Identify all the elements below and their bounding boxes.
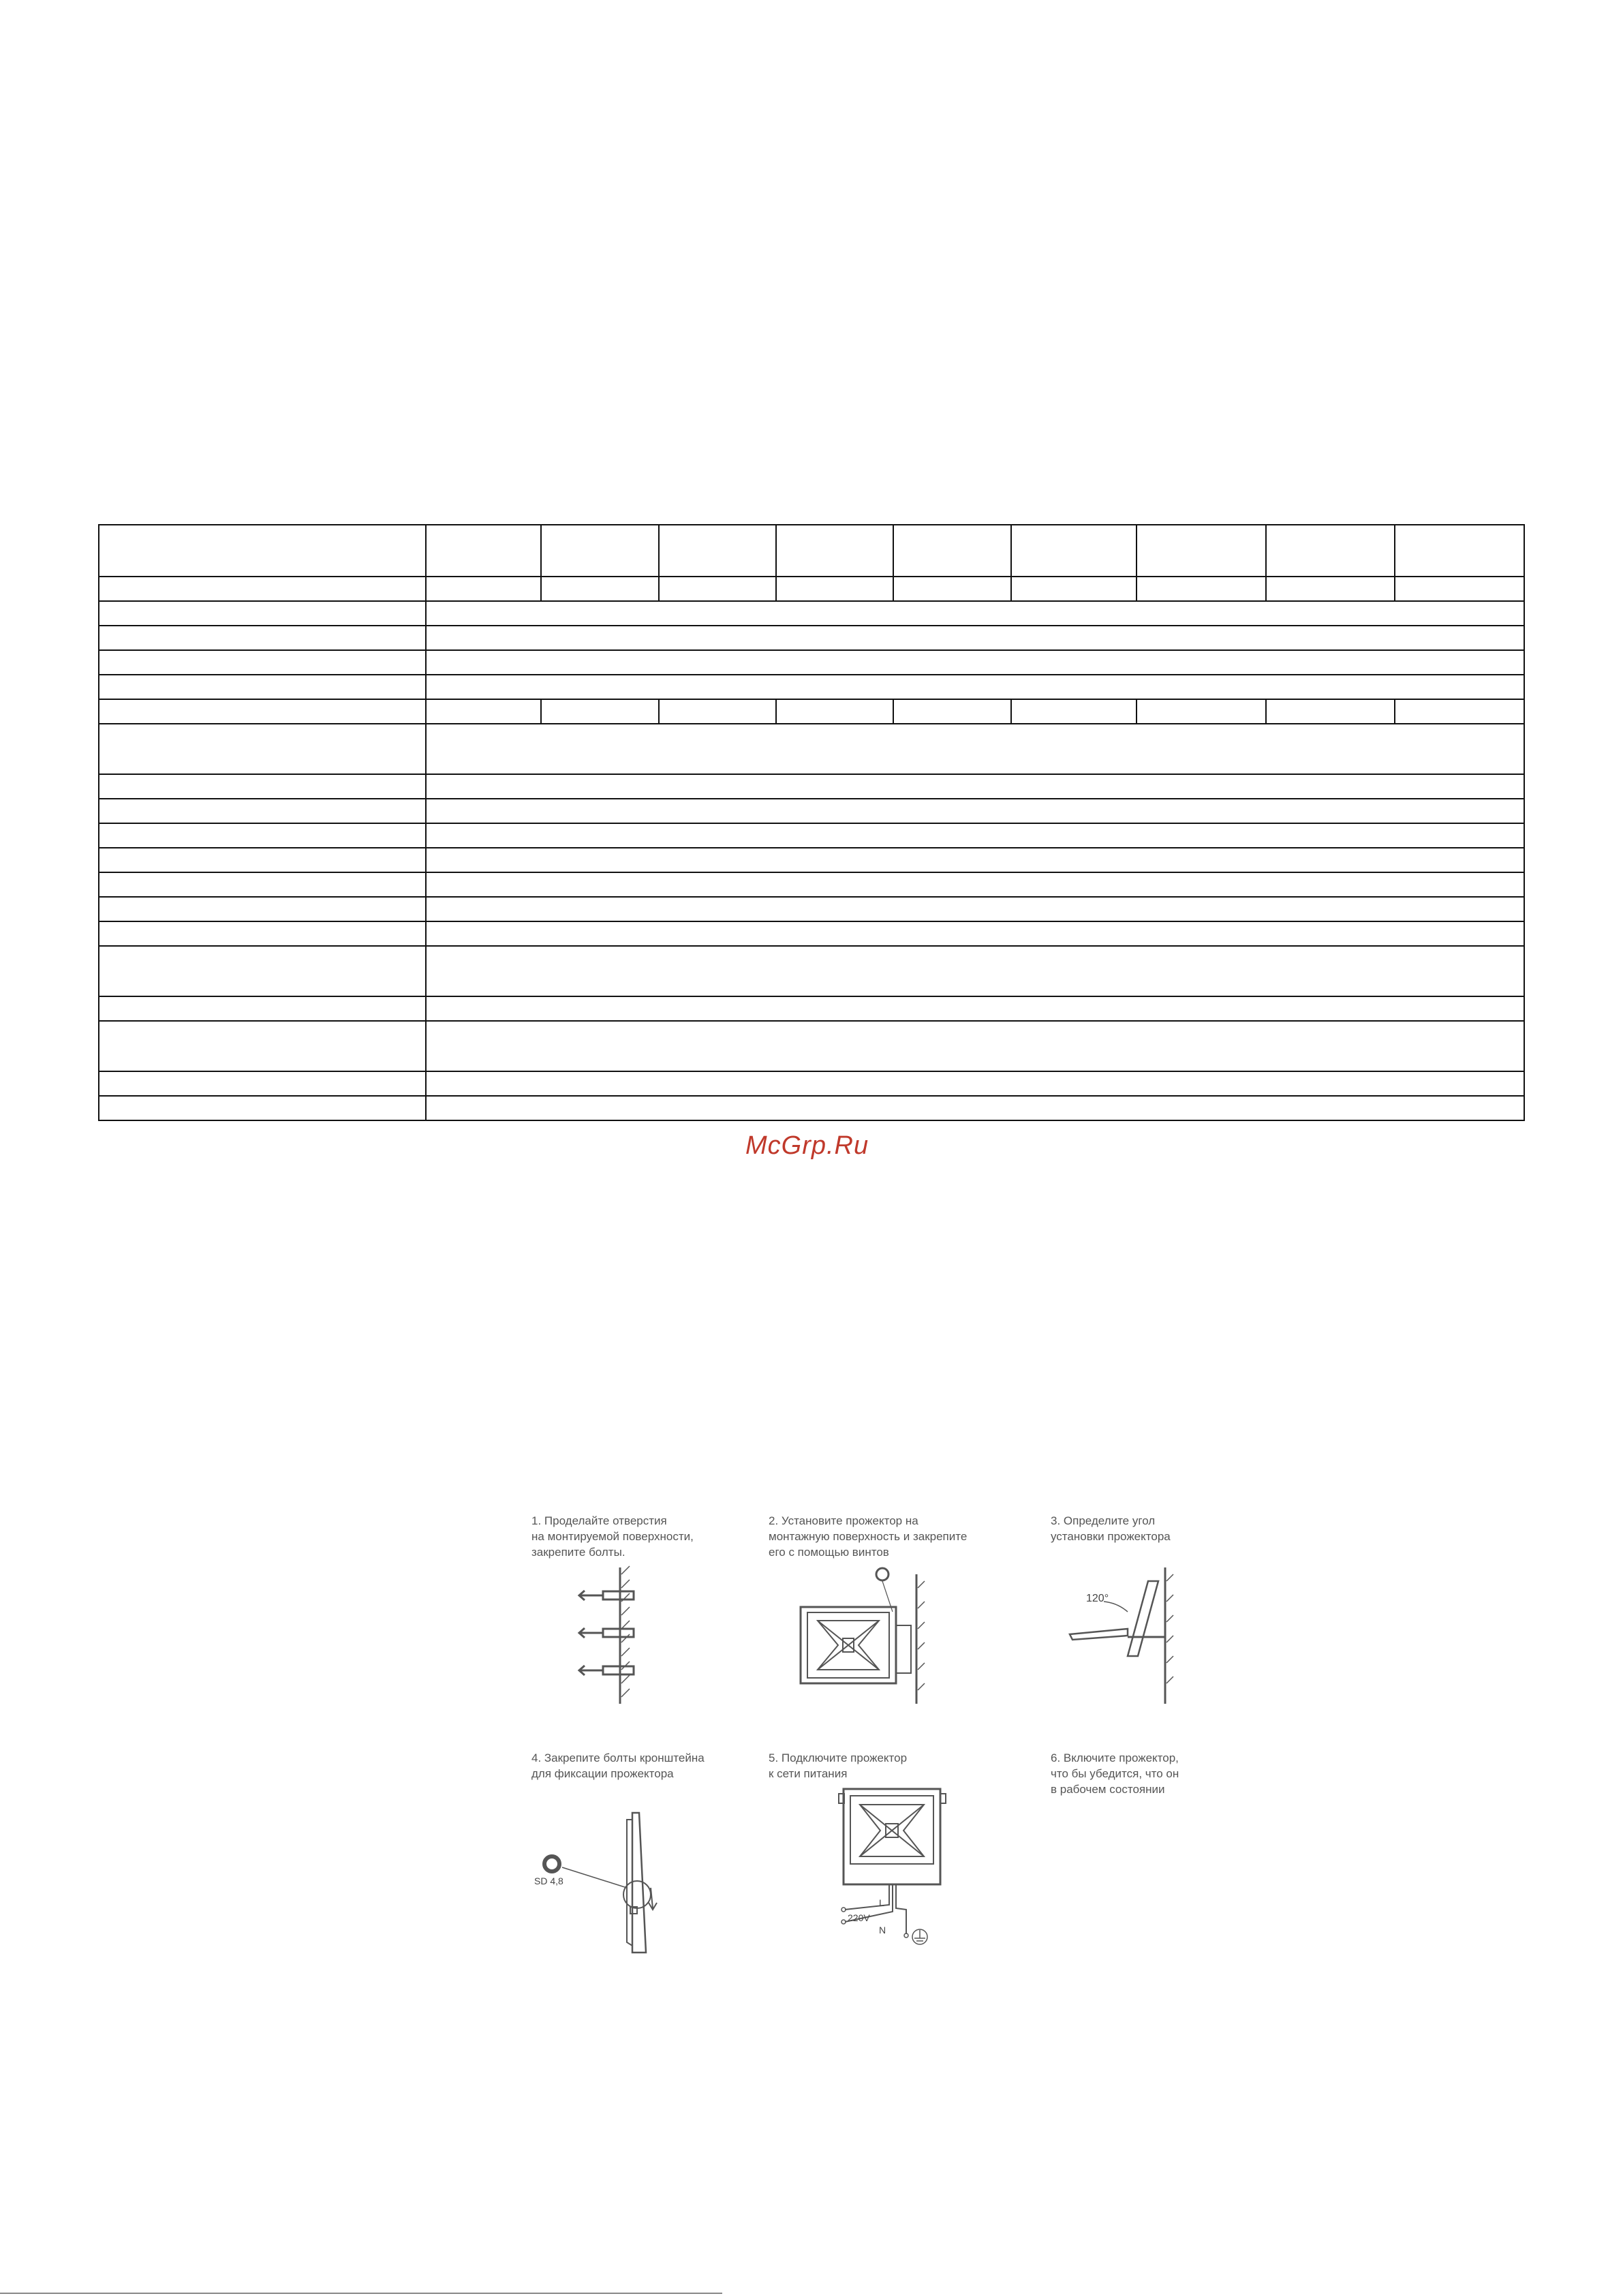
table-label-cell xyxy=(99,650,426,675)
table-merged-value-cell xyxy=(426,774,1524,799)
floodlight-icon xyxy=(801,1607,896,1683)
ground-icon xyxy=(912,1929,927,1944)
table-merged-value-cell xyxy=(426,1096,1524,1120)
table-value-cell xyxy=(1137,699,1266,724)
step-3-caption-line-2: установки прожектора xyxy=(1051,1530,1171,1543)
voltage-label: 220V xyxy=(848,1912,870,1923)
table-merged-value-cell xyxy=(426,872,1524,897)
table-row xyxy=(99,1096,1524,1120)
step-3-angle-figure xyxy=(1063,1561,1186,1711)
bolt-icon xyxy=(579,1666,634,1675)
table-merged-value-cell xyxy=(426,650,1524,675)
step-6-caption xyxy=(1051,1750,1179,1797)
step-6-caption-line-2: что бы убедится, что он xyxy=(1051,1767,1179,1780)
table-value-cell xyxy=(1137,577,1266,601)
table-row xyxy=(99,774,1524,799)
table-value-cell xyxy=(1266,525,1395,577)
table-label-cell xyxy=(99,996,426,1021)
step-5-caption xyxy=(769,1750,907,1781)
table-value-cell xyxy=(776,577,894,601)
step-5-caption-line-2: к сети питания xyxy=(769,1767,848,1780)
table-value-cell xyxy=(893,577,1011,601)
table-value-cell xyxy=(426,699,542,724)
table-value-cell xyxy=(1011,525,1137,577)
step-1-wall-bolts-figure xyxy=(572,1561,654,1711)
table-row xyxy=(99,946,1524,996)
screw-icon xyxy=(876,1568,888,1580)
table-label-cell xyxy=(99,724,426,774)
step-2-floodlight-mounting-figure xyxy=(790,1561,927,1711)
specification-table xyxy=(98,524,1525,1121)
table-row xyxy=(99,1021,1524,1071)
table-label-cell xyxy=(99,872,426,897)
table-row xyxy=(99,897,1524,921)
table-merged-value-cell xyxy=(426,1021,1524,1071)
table-merged-value-cell xyxy=(426,996,1524,1021)
table-row xyxy=(99,601,1524,626)
table-value-cell xyxy=(776,699,894,724)
table-label-cell xyxy=(99,799,426,823)
table-value-cell xyxy=(1266,699,1395,724)
bolt-icon xyxy=(579,1628,634,1638)
table-row xyxy=(99,848,1524,872)
table-label-cell xyxy=(99,774,426,799)
neutral-terminal-label: N xyxy=(879,1925,886,1935)
table-merged-value-cell xyxy=(426,946,1524,996)
step-3-caption-line-1: 3. Определите угол xyxy=(1051,1514,1156,1527)
table-row xyxy=(99,799,1524,823)
table-merged-value-cell xyxy=(426,1071,1524,1096)
step-6-caption-line-1: 6. Включите прожектор, xyxy=(1051,1751,1179,1764)
step-4-caption-line-1: 4. Закрепите болты кронштейна xyxy=(531,1751,705,1764)
table-merged-value-cell xyxy=(426,897,1524,921)
table-merged-value-cell xyxy=(426,601,1524,626)
table-label-cell xyxy=(99,946,426,996)
table-value-cell xyxy=(541,525,659,577)
table-value-cell xyxy=(1395,577,1524,601)
table-value-cell xyxy=(426,577,542,601)
table-merged-value-cell xyxy=(426,848,1524,872)
line-terminal-label: L xyxy=(879,1897,884,1908)
step-6-caption-line-3: в рабочем состоянии xyxy=(1051,1783,1165,1796)
bolt-washer-icon xyxy=(544,1856,559,1871)
bolt-size-label: SD 4,8 xyxy=(534,1876,563,1886)
table-value-cell xyxy=(1266,577,1395,601)
table-value-cell xyxy=(541,577,659,601)
table-merged-value-cell xyxy=(426,675,1524,699)
table-row xyxy=(99,577,1524,601)
table-merged-value-cell xyxy=(426,799,1524,823)
step-4-caption xyxy=(531,1750,705,1781)
table-label-cell xyxy=(99,525,426,577)
bolt-icon xyxy=(579,1591,634,1600)
bottom-divider xyxy=(0,2293,722,2294)
step-1-caption-line-3: закрепите болты. xyxy=(531,1546,625,1559)
table-row xyxy=(99,872,1524,897)
table-value-cell xyxy=(1395,525,1524,577)
step-5-caption-line-1: 5. Подключите прожектор xyxy=(769,1751,908,1764)
table-merged-value-cell xyxy=(426,724,1524,774)
step-1-caption-line-2: на монтируемой поверхности, xyxy=(531,1530,694,1543)
table-merged-value-cell xyxy=(426,921,1524,946)
table-label-cell xyxy=(99,577,426,601)
step-3-caption xyxy=(1051,1513,1171,1544)
table-value-cell xyxy=(893,525,1011,577)
table-value-cell xyxy=(1011,577,1137,601)
table-value-cell xyxy=(893,699,1011,724)
table-row xyxy=(99,650,1524,675)
table-label-cell xyxy=(99,1096,426,1120)
table-label-cell xyxy=(99,675,426,699)
table-row xyxy=(99,823,1524,848)
table-label-cell xyxy=(99,626,426,650)
specification-table-body xyxy=(99,525,1524,1120)
table-value-cell xyxy=(659,525,776,577)
table-label-cell xyxy=(99,823,426,848)
step-1-caption-line-1: 1. Проделайте отверстия xyxy=(531,1514,667,1527)
table-row xyxy=(99,724,1524,774)
watermark: McGrp.Ru xyxy=(745,1131,869,1160)
table-row xyxy=(99,996,1524,1021)
table-label-cell xyxy=(99,921,426,946)
angle-label: 120° xyxy=(1086,1593,1109,1604)
table-value-cell xyxy=(659,577,776,601)
table-value-cell xyxy=(1011,699,1137,724)
step-5-wiring-figure xyxy=(838,1786,1015,1956)
step-2-caption-line-1: 2. Установите прожектор на xyxy=(769,1514,918,1527)
table-value-cell xyxy=(659,699,776,724)
table-value-cell xyxy=(426,525,542,577)
floodlight-icon xyxy=(839,1789,946,1884)
table-value-cell xyxy=(541,699,659,724)
table-merged-value-cell xyxy=(426,823,1524,848)
table-row xyxy=(99,675,1524,699)
step-2-caption xyxy=(769,1513,967,1560)
step-4-caption-line-2: для фиксации прожектора xyxy=(531,1767,674,1780)
table-label-cell xyxy=(99,699,426,724)
table-row xyxy=(99,525,1524,577)
table-label-cell xyxy=(99,1071,426,1096)
table-row xyxy=(99,699,1524,724)
table-row xyxy=(99,921,1524,946)
table-value-cell xyxy=(776,525,894,577)
step-2-caption-line-3: его с помощью винтов xyxy=(769,1546,889,1559)
table-merged-value-cell xyxy=(426,626,1524,650)
table-label-cell xyxy=(99,601,426,626)
table-value-cell xyxy=(1137,525,1266,577)
table-row xyxy=(99,1071,1524,1096)
table-label-cell xyxy=(99,897,426,921)
step-1-caption xyxy=(531,1513,694,1560)
table-label-cell xyxy=(99,1021,426,1071)
step-2-caption-line-2: монтажную поверхность и закрепите xyxy=(769,1530,968,1543)
table-value-cell xyxy=(1395,699,1524,724)
table-label-cell xyxy=(99,848,426,872)
table-row xyxy=(99,626,1524,650)
